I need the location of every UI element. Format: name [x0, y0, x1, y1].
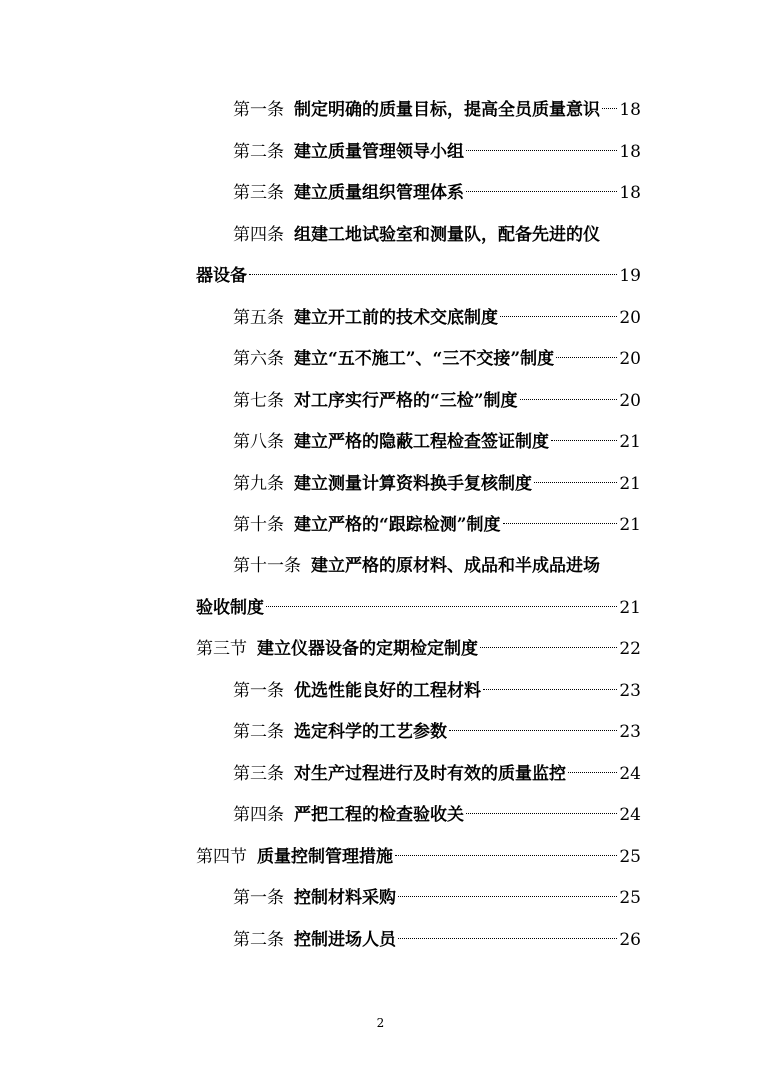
toc-entry-line: [233, 510, 641, 540]
toc-dot-leader: [266, 606, 617, 607]
toc-entry-title: 建立质量管理领导小组: [294, 142, 464, 162]
toc-entry-label: 第一条: [233, 888, 284, 908]
toc-entry-page: 21: [619, 432, 641, 452]
toc-entry-label: 第一条: [233, 681, 284, 701]
toc-entry-title: 控制进场人员: [294, 930, 396, 950]
toc-entry-title: 建立仪器设备的定期检定制度: [257, 639, 478, 659]
toc-dot-leader: [466, 191, 617, 192]
toc-entry-title: 建立测量计算资料换手复核制度: [294, 474, 532, 494]
toc-entry-page: 18: [619, 142, 641, 162]
toc-entry[interactable]: [0, 303, 761, 343]
toc-entry-label: 第四节: [196, 847, 247, 867]
toc-entry-page: 19: [619, 266, 641, 286]
toc-entry-page: 20: [619, 308, 641, 328]
toc-entry-line: [233, 220, 641, 250]
toc-entry-line: [233, 303, 641, 333]
toc-dot-leader: [568, 772, 617, 773]
toc-entry-line: [233, 800, 641, 830]
toc-dot-leader: [602, 108, 617, 109]
toc-entry-title-continued: 器设备: [196, 266, 247, 286]
toc-dot-leader: [483, 689, 617, 690]
toc-entry-line: [233, 551, 641, 581]
toc-entry-label: 第四条: [233, 225, 284, 245]
toc-entry[interactable]: [0, 925, 761, 965]
toc-entry-title: 制定明确的质量目标，提高全员质量意识: [294, 100, 600, 120]
toc-entry-line: [196, 634, 641, 664]
toc-entry-title: 严把工程的检查验收关: [294, 805, 464, 825]
toc-entry[interactable]: [0, 137, 761, 177]
toc-entry-page: 25: [619, 847, 641, 867]
toc-entry[interactable]: [0, 469, 761, 509]
toc-dot-leader: [534, 482, 617, 483]
toc-entry-page: 18: [619, 183, 641, 203]
toc-entry[interactable]: [0, 386, 761, 426]
toc-entry[interactable]: [0, 717, 761, 757]
toc-entry-label: 第二条: [233, 142, 284, 162]
toc-entry-page: 21: [619, 515, 641, 535]
toc-dot-leader: [466, 150, 617, 151]
toc-dot-leader: [556, 357, 617, 358]
toc-dot-leader: [398, 896, 617, 897]
toc-entry-page: 20: [619, 349, 641, 369]
toc-entry-title: 对工序实行严格的“三检”制度: [294, 391, 518, 411]
toc-entry[interactable]: [0, 883, 761, 923]
toc-entry-line: [233, 137, 641, 167]
toc-entry[interactable]: [0, 842, 761, 882]
toc-entry-label: 第五条: [233, 308, 284, 328]
toc-entry-page: 21: [619, 598, 641, 618]
toc-entry-label: 第三节: [196, 639, 247, 659]
toc-entry-page: 24: [619, 764, 641, 784]
toc-entry-title: 建立严格的原材料、成品和半成品进场: [311, 556, 600, 576]
toc-entry-line: [233, 95, 641, 125]
toc-entry-line: [233, 925, 641, 955]
toc-entry[interactable]: [0, 634, 761, 674]
toc-entry-page: 25: [619, 888, 641, 908]
toc-entry-page: 18: [619, 100, 641, 120]
toc-entry-label: 第六条: [233, 349, 284, 369]
toc-entry-line: [233, 427, 641, 457]
toc-entry[interactable]: [0, 676, 761, 716]
toc-entry-line: [233, 676, 641, 706]
toc-entry-label: 第八条: [233, 432, 284, 452]
toc-entry-label: 第十一条: [233, 556, 301, 576]
page-number: 2: [376, 1016, 385, 1030]
toc-entry-page: 24: [619, 805, 641, 825]
toc-entry-title: 建立严格的隐蔽工程检查签证制度: [294, 432, 549, 452]
toc-dot-leader: [395, 855, 617, 856]
toc-entry-title: 优选性能良好的工程材料: [294, 681, 481, 701]
toc-entry-title-continued: 验收制度: [196, 598, 264, 618]
toc-dot-leader: [249, 274, 617, 275]
toc-entry-label: 第二条: [233, 930, 284, 950]
toc-entry[interactable]: [0, 510, 761, 550]
toc-entry-line: [233, 759, 641, 789]
toc-entry-line: [233, 717, 641, 747]
toc-entry-line: [233, 386, 641, 416]
toc-entry-label: 第四条: [233, 805, 284, 825]
toc-entry-label: 第一条: [233, 100, 284, 120]
toc-entry-title: 质量控制管理措施: [257, 847, 393, 867]
toc-entry-label: 第二条: [233, 722, 284, 742]
toc-entry-line: [233, 883, 641, 913]
toc-entry[interactable]: [0, 178, 761, 218]
toc-entry-title: 选定科学的工艺参数: [294, 722, 447, 742]
toc-entry-title: 对生产过程进行及时有效的质量监控: [294, 764, 566, 784]
toc-entry-line: [233, 344, 641, 374]
toc-entry[interactable]: [0, 759, 761, 799]
toc-entry-label: 第三条: [233, 183, 284, 203]
toc-entry[interactable]: [0, 344, 761, 384]
toc-entry-title: 组建工地试验室和测量队，配备先进的仪: [294, 225, 600, 245]
toc-entry-page: 20: [619, 391, 641, 411]
toc-entry-page: 21: [619, 474, 641, 494]
toc-entry-page: 22: [619, 639, 641, 659]
toc-dot-leader: [551, 440, 617, 441]
toc-entry[interactable]: [0, 95, 761, 135]
toc-entry-line: [233, 178, 641, 208]
toc-entry-line: [196, 261, 641, 291]
toc-entry[interactable]: [0, 427, 761, 467]
toc-entry-continued[interactable]: [0, 261, 761, 301]
toc-entry[interactable]: [0, 551, 761, 591]
toc-entry-line: [233, 469, 641, 499]
toc-entry-label: 第九条: [233, 474, 284, 494]
toc-entry[interactable]: [0, 220, 761, 260]
toc-dot-leader: [466, 813, 617, 814]
toc-entry-page: 23: [619, 722, 641, 742]
toc-entry-title: 建立“五不施工”、“三不交接”制度: [294, 349, 555, 369]
toc-entry-page: 26: [619, 930, 641, 950]
toc-entry-continued[interactable]: [0, 593, 761, 633]
toc-entry-title: 建立质量组织管理体系: [294, 183, 464, 203]
toc-entry-page: 23: [619, 681, 641, 701]
toc-entry-label: 第十条: [233, 515, 284, 535]
toc-dot-leader: [503, 523, 618, 524]
toc-entry-label: 第三条: [233, 764, 284, 784]
toc-entry-title: 控制材料采购: [294, 888, 396, 908]
toc-dot-leader: [520, 399, 618, 400]
toc-entry-title: 建立严格的“跟踪检测”制度: [294, 515, 501, 535]
toc-entry[interactable]: [0, 800, 761, 840]
toc-entry-line: [196, 842, 641, 872]
toc-dot-leader: [500, 316, 617, 317]
toc-entry-line: [196, 593, 641, 623]
toc-dot-leader: [398, 938, 617, 939]
toc-entry-label: 第七条: [233, 391, 284, 411]
toc-entry-title: 建立开工前的技术交底制度: [294, 308, 498, 328]
toc-dot-leader: [480, 647, 617, 648]
toc-dot-leader: [449, 730, 617, 731]
